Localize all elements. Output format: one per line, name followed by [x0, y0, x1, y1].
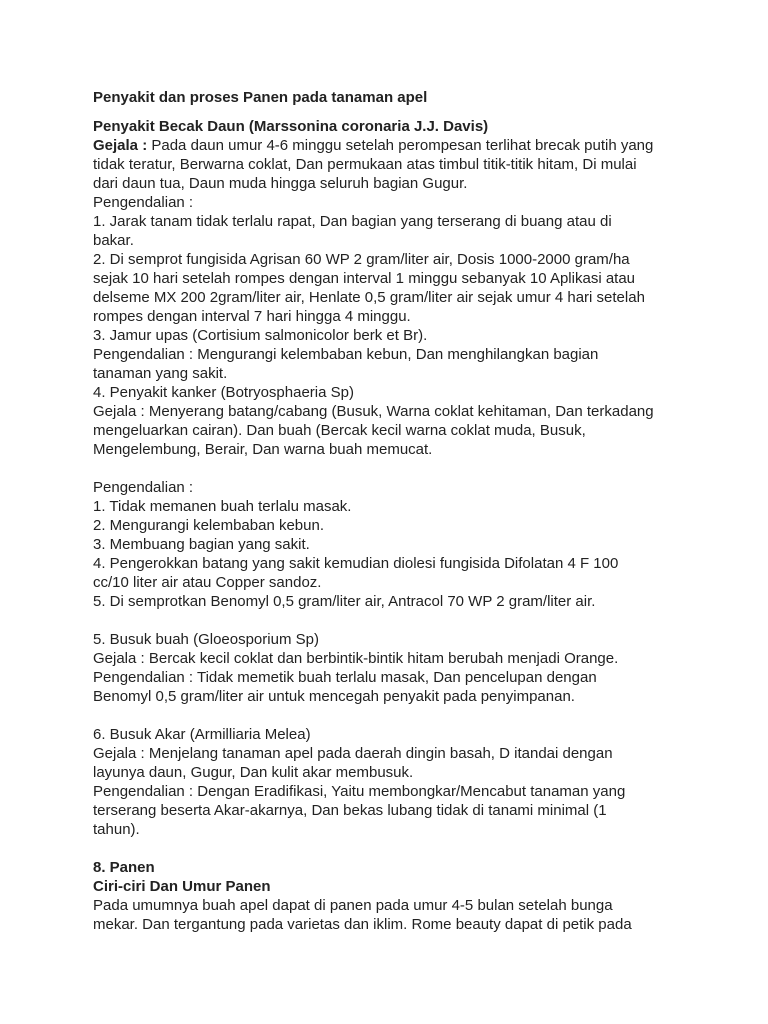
text-line: layunya daun, Gugur, Dan kulit akar membusuk. [93, 764, 414, 781]
document-title: Penyakit dan proses Panen pada tanaman apel [93, 89, 428, 106]
list-item: 5. Di semprotkan Benomyl 0,5 gram/liter air, Antracol 70 WP 2 gram/liter air. [93, 593, 596, 610]
section-heading-busuk-buah: 5. Busuk buah (Gloeosporium Sp) [93, 631, 319, 648]
gejala-label: Gejala : [93, 137, 148, 154]
text-line: Gejala : Menjelang tanaman apel pada daerah dingin basah, D itandai dengan [93, 745, 613, 762]
pengendalian-label: Pengendalian : [93, 479, 194, 496]
section-heading-becak-daun: Penyakit Becak Daun (Marssonina coronaria J.J. Davis) [93, 118, 489, 135]
spacer [93, 107, 693, 117]
list-item: 3. Membuang bagian yang sakit. [93, 536, 310, 553]
text-line: tanaman yang sakit. [93, 365, 228, 382]
spacer [93, 459, 693, 478]
text-line: Pengendalian : Mengurangi kelembaban kebun, Dan menghilangkan bagian [93, 346, 599, 363]
list-item: 2. Di semprot fungisida Agrisan 60 WP 2 gram/liter air, Dosis 1000-2000 gram/ha [93, 251, 630, 268]
document-body [93, 88, 693, 934]
gejala-text: Pada daun umur 4-6 minggu setelah perompesan terlihat brecak putih yang [147, 137, 654, 154]
text-line: Pengendalian : Tidak memetik buah terlalu masak, Dan pencelupan dengan [93, 669, 597, 686]
text-line: Pada umumnya buah apel dapat di panen pada umur 4-5 bulan setelah bunga [93, 897, 613, 914]
text-line: mekar. Dan tergantung pada varietas dan iklim. Rome beauty dapat di petik pada [93, 916, 632, 933]
text-line: rompes dengan interval 7 hari hingga 4 minggu. [93, 308, 411, 325]
text-line: tahun). [93, 821, 140, 838]
section-heading-busuk-akar: 6. Busuk Akar (Armilliaria Melea) [93, 726, 311, 743]
text-line: Benomyl 0,5 gram/liter air untuk mencegah penyakit pada penyimpanan. [93, 688, 575, 705]
list-item: 2. Mengurangi kelembaban kebun. [93, 517, 324, 534]
gejala-line [93, 136, 693, 155]
text-line: Gejala : Menyerang batang/cabang (Busuk, Warna coklat kehitaman, Dan terkadang [93, 403, 654, 420]
text-line: Pengendalian : Dengan Eradifikasi, Yaitu membongkar/Mencabut tanaman yang [93, 783, 626, 800]
text-line: mengeluarkan cairan). Dan buah (Bercak kecil warna coklat muda, Busuk, [93, 422, 586, 439]
text-line: delseme MX 200 2gram/liter air, Henlate 0,5 gram/liter air sejak umur 4 hari setelah [93, 289, 645, 306]
section-heading-panen: 8. Panen [93, 859, 155, 876]
spacer [93, 706, 693, 725]
text-line: Gejala : Bercak kecil coklat dan berbintik-bintik hitam berubah menjadi Orange. [93, 650, 619, 667]
spacer [93, 611, 693, 630]
pengendalian-label: Pengendalian : [93, 194, 194, 211]
list-item: 1. Tidak memanen buah terlalu masak. [93, 498, 352, 515]
list-item: 4. Pengerokkan batang yang sakit kemudian diolesi fungisida Difolatan 4 F 100 [93, 555, 619, 572]
text-line: dari daun tua, Daun muda hingga seluruh bagian Gugur. [93, 175, 468, 192]
text-line: tidak teratur, Berwarna coklat, Dan permukaan atas timbul titik-titik hitam, Di mulai [93, 156, 637, 173]
section-heading-kanker: 4. Penyakit kanker (Botryosphaeria Sp) [93, 384, 354, 401]
subheading-ciri-umur-panen: Ciri-ciri Dan Umur Panen [93, 878, 271, 895]
text-line: terserang beserta Akar-akarnya, Dan bekas lubang tidak di tanami minimal (1 [93, 802, 607, 819]
text-line: sejak 10 hari setelah rompes dengan interval 1 minggu sebanyak 10 Aplikasi atau [93, 270, 636, 287]
list-item: 1. Jarak tanam tidak terlalu rapat, Dan bagian yang terserang di buang atau di [93, 213, 612, 230]
spacer [93, 839, 693, 858]
text-line: bakar. [93, 232, 134, 249]
text-line: Mengelembung, Berair, Dan warna buah memucat. [93, 441, 433, 458]
text-line: cc/10 liter air atau Copper sandoz. [93, 574, 322, 591]
section-heading-jamur-upas: 3. Jamur upas (Cortisium salmonicolor berk et Br). [93, 327, 428, 344]
